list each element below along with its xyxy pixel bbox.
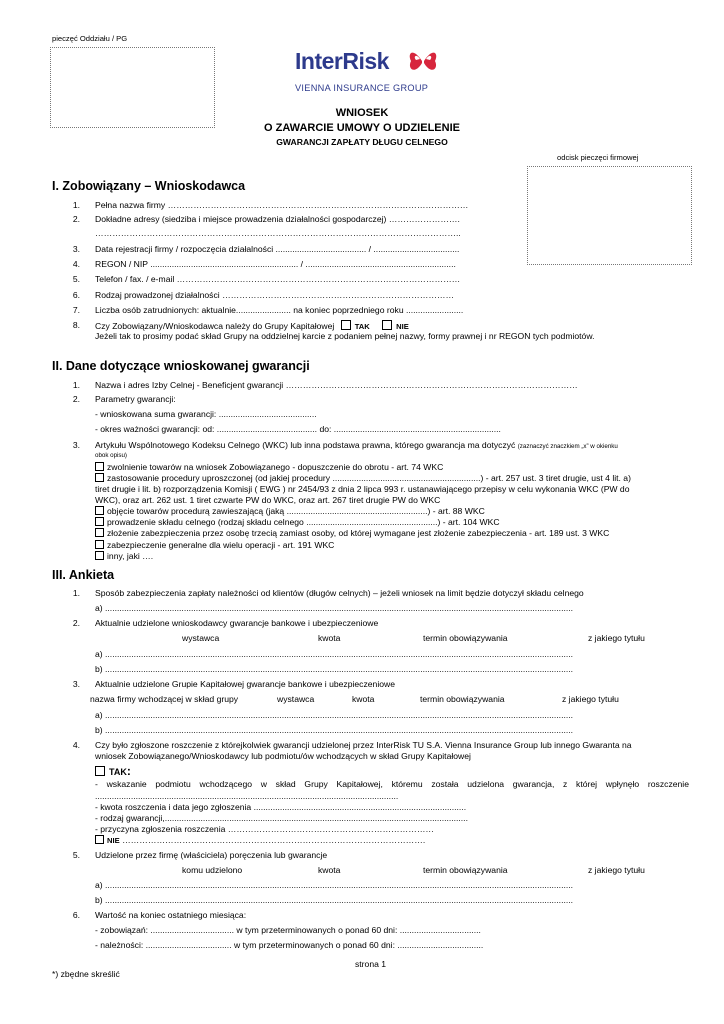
section2-heading: II. Dane dotyczące wnioskowanej gwarancji (52, 359, 310, 373)
option-checkbox[interactable] (95, 462, 104, 471)
footnote: *) zbędne skreślić (52, 969, 120, 979)
item-number: 5. (72, 274, 80, 284)
group-note: Jeżeli tak to prosimy podać skład Grupy na oddzielnej karcie z podaniem pełnej nazwy, formy prawnej i nr REGON tych podmiotów. (95, 331, 595, 341)
q4-detail-entity-field[interactable]: ............................................................................................................................... (95, 791, 399, 801)
col-header: kwota (318, 865, 341, 875)
option-label: złożenie zabezpieczenia przez osobę trzecią zamiast osoby, od której wymagane jest złożenie zabezpieczenia - art. 189 ust. 3 WKC (107, 528, 610, 538)
option-checkbox[interactable] (95, 473, 104, 482)
col-header: z jakiego tytułu (588, 865, 645, 875)
col-header: wystawca (182, 633, 220, 643)
q4-label: Czy było zgłoszone roszczenie z którejkolwiek gwarancji udzielonej przez InterRisk TU S.A. Vienna Insurance Group lub innego Gwaranta na (95, 740, 632, 750)
option-checkbox[interactable] (95, 506, 104, 515)
logo (295, 48, 389, 75)
stamp-branch-label: pieczęć Oddziału / PG (52, 34, 128, 43)
option-checkbox[interactable] (95, 540, 104, 549)
customs-office-field[interactable]: Nazwa i adres Izby Celnej - Beneficjent gwarancji ………………………………………………………………………………………… (95, 380, 578, 390)
item-number: 6. (72, 290, 80, 300)
q4-no-dots: ……………………………………………………………………………………………. (122, 835, 426, 845)
q5-line-a[interactable]: a) .................................................................................................................................................................................................... (95, 880, 574, 890)
item-number: 3. (72, 244, 80, 254)
address-field-cont[interactable]: ……………………………………………………………………………………………………………….. (95, 228, 461, 238)
item-number: 3. (72, 440, 80, 450)
legal-basis-note: (zaznaczyć znaczkiem „x” w okienku (517, 443, 618, 450)
guarantee-params-label: Parametry gwarancji: (95, 394, 176, 404)
butterfly-logo-icon (407, 45, 439, 77)
q2-line-b[interactable]: b) .................................................................................................................................................................................................... (95, 664, 574, 674)
q4-detail-type[interactable]: - rodzaj gwarancji,............................................................................................................................... (95, 813, 468, 823)
company-stamp-box (527, 166, 692, 265)
item-number: 4. (72, 259, 80, 269)
q3-line-b[interactable]: b) .................................................................................................................................................................................................... (95, 725, 574, 735)
regon-nip-field[interactable]: REGON / NIP .............................................................. / ............................................................... (95, 259, 456, 269)
section1-heading: I. Zobowiązany – Wnioskodawca (52, 179, 246, 193)
logo-group: VIENNA INSURANCE GROUP (295, 83, 429, 93)
group-no-label: NIE (396, 322, 409, 331)
option-row[interactable] (95, 462, 443, 473)
q4-detail-reason[interactable]: - przyczyna zgłoszenia roszczenia ……………………………………………………………… (95, 824, 435, 834)
col-header: kwota (352, 694, 375, 704)
col-header: termin obowiązywania (423, 865, 508, 875)
q6-receivables-field[interactable]: - należności: .................................... w tym przeterminowanych o ponad 60 dni: .................................... (95, 940, 484, 950)
q1-label: Sposób zabezpieczenia zapłaty należności od klientów (długów celnych) – jeżeli wniosek na limit będzie dotyczył składu celnego (95, 588, 584, 598)
col-header: kwota (318, 633, 341, 643)
col-header: nazwa firmy wchodzącej w skład grupy (90, 694, 239, 704)
company-stamp-label: odcisk pieczęci firmowej (557, 153, 639, 162)
option-label: zwolnienie towarów na wniosek Zobowiązanego - dopuszczenie do obrotu - art. 74 WKC (107, 462, 444, 472)
item-number: 1. (72, 380, 80, 390)
q4-yes-label: TAK (109, 767, 127, 777)
option-label: zastosowanie procedury uproszczonej (od jakiej procedury ..............................................................) - art. 257 ust. 3 tiret drugie, ust 4 lit. a) (107, 473, 631, 483)
option-checkbox[interactable] (95, 517, 104, 526)
option-row[interactable] (95, 517, 500, 528)
item-number: 4. (72, 740, 80, 750)
group-yes-checkbox[interactable] (341, 320, 351, 330)
item-number: 1. (72, 588, 80, 598)
contact-field[interactable]: Telefon / fax. / e-mail ……………………………………………………………………………………… (95, 274, 461, 284)
group-yes-label: TAK (354, 322, 370, 331)
q5-label: Udzielone przez firmę (właściciela) poręczenia lub gwarancje (95, 850, 328, 860)
validity-period-field[interactable]: - okres ważności gwarancji: od: .......................................... do: ...................................................................... (95, 424, 501, 434)
q2-line-a[interactable]: a) .................................................................................................................................................................................................... (95, 649, 574, 659)
legal-basis-note-cont: obok opisu) (95, 452, 127, 459)
item-number: 8. (72, 320, 80, 330)
item-number: 3. (72, 679, 80, 689)
q4-yes-colon: : (126, 764, 131, 778)
full-name-field[interactable]: Pełna nazwa firmy …………………………………………………………………………………………… (95, 200, 469, 210)
q3-label: Aktualnie udzielone Grupie Kapitałowej gwarancje bankowe i ubezpieczeniowe (95, 679, 396, 689)
legal-basis-question: Artykułu Wspólnotowego Kodeksu Celnego (WKC) lub inna podstawa prawna, którego gwarancja ma dotyczyć (95, 440, 516, 450)
q6-label: Wartość na koniec ostatniego miesiąca: (95, 910, 247, 920)
col-header: komu udzielono (182, 865, 243, 875)
option-row[interactable] (95, 473, 631, 484)
q4-no-row[interactable] (95, 835, 425, 846)
item-number: 7. (72, 305, 80, 315)
option-checkbox[interactable] (95, 551, 104, 560)
option-checkbox[interactable] (95, 528, 104, 537)
item-number: 6. (72, 910, 80, 920)
logo-name: InterRisk (295, 48, 389, 74)
q4-no-checkbox[interactable] (95, 835, 104, 844)
title-line2: O ZAWARCIE UMOWY O UDZIELENIE (264, 122, 460, 134)
option-row[interactable] (95, 528, 609, 539)
option-label: prowadzenie składu celnego (rodzaj składu celnego .......................................................) - art. 104 WKC (107, 517, 500, 527)
business-type-field[interactable]: Rodzaj prowadzonej działalności ……………………………………………………………………… (95, 290, 455, 300)
item-number: 2. (72, 394, 80, 404)
q4-no-label: NIE (107, 836, 120, 845)
option-label-cont: WKC), oraz art. 262 ust. 1 tiret czwarte PW do WKC, oraz art. 267 tiret drugie PW do WKC (95, 495, 441, 505)
q5-line-b[interactable]: b) .................................................................................................................................................................................................... (95, 895, 574, 905)
item-number: 5. (72, 850, 80, 860)
q4-detail-entity: - wskazanie podmiotu wchodzącego w skład Grupy Kapitałowej, któremu została udzielona gwarancja, z której wpłynęło roszczenie (95, 779, 689, 789)
item-number: 2. (72, 618, 80, 628)
option-row[interactable] (95, 551, 153, 562)
col-header: z jakiego tytułu (588, 633, 645, 643)
address-field[interactable]: Dokładne adresy (siedziba i miejsce prowadzenia działalności gospodarczej) ……………………. (95, 214, 460, 224)
title-line3: GWARANCJI ZAPŁATY DŁUGU CELNEGO (276, 137, 448, 147)
option-row[interactable] (95, 506, 485, 517)
group-no-checkbox[interactable] (382, 320, 392, 330)
option-label-cont: tiret drugie i lit. b) rozporządzenia Komisji ( EWG ) nr 2454/93 z dnia 2 lipca 993 r. ustanawiającego przepisy w celu wykonania WKC (PW do (95, 484, 630, 494)
item-number: 1. (72, 200, 80, 210)
option-label: objęcie towarów procedurą zawieszającą (jaką ...........................................................) - art. 88 WKC (107, 506, 485, 516)
page-number: strona 1 (355, 959, 387, 969)
q4-detail-amount[interactable]: - kwota roszczenia i data jego zgłoszenia ......................................................................................... (95, 802, 467, 812)
q6-liabilities-field[interactable]: - zobowiązań: ................................... w tym przeterminowanych o ponad 60 dni: .................................. (95, 925, 481, 935)
q1-line-a[interactable]: a) .................................................................................................................................................................................................... (95, 603, 574, 613)
section3-heading: III. Ankieta (52, 568, 115, 582)
option-row[interactable] (95, 540, 334, 551)
q4-label-cont: wniosek Zobowiązanego/Wnioskodawcy lub podmiotu/ów wchodzących w skład Grupy Kapitałowej (95, 751, 471, 761)
col-header: wystawca (277, 694, 315, 704)
q4-yes-row[interactable] (95, 766, 131, 778)
guarantee-sum-field[interactable]: - wnioskowana suma gwarancji: ......................................... (95, 409, 317, 419)
col-header: termin obowiązywania (420, 694, 505, 704)
employees-field[interactable]: Liczba osób zatrudnionych: aktualnie....................... na koniec poprzedniego roku ........................ (95, 305, 464, 315)
option-label: inny, jaki …. (107, 551, 154, 561)
col-header: z jakiego tytułu (562, 694, 619, 704)
q3-line-a[interactable]: a) .................................................................................................................................................................................................... (95, 710, 574, 720)
group-question: Czy Zobowiązany/Wnioskodawca należy do Grupy Kapitałowej (95, 321, 335, 331)
title-line1: WNIOSEK (335, 107, 389, 119)
registration-date-field[interactable]: Data rejestracji firmy / rozpoczęcia działalności ...................................... / .................................... (95, 244, 460, 254)
option-label: zabezpieczenie generalne dla wielu operacji - art. 191 WKC (107, 540, 335, 550)
col-header: termin obowiązywania (423, 633, 508, 643)
q4-yes-checkbox[interactable] (95, 766, 105, 776)
q2-label: Aktualnie udzielone wnioskodawcy gwarancje bankowe i ubezpieczeniowe (95, 618, 379, 628)
item-number: 2. (72, 214, 80, 224)
